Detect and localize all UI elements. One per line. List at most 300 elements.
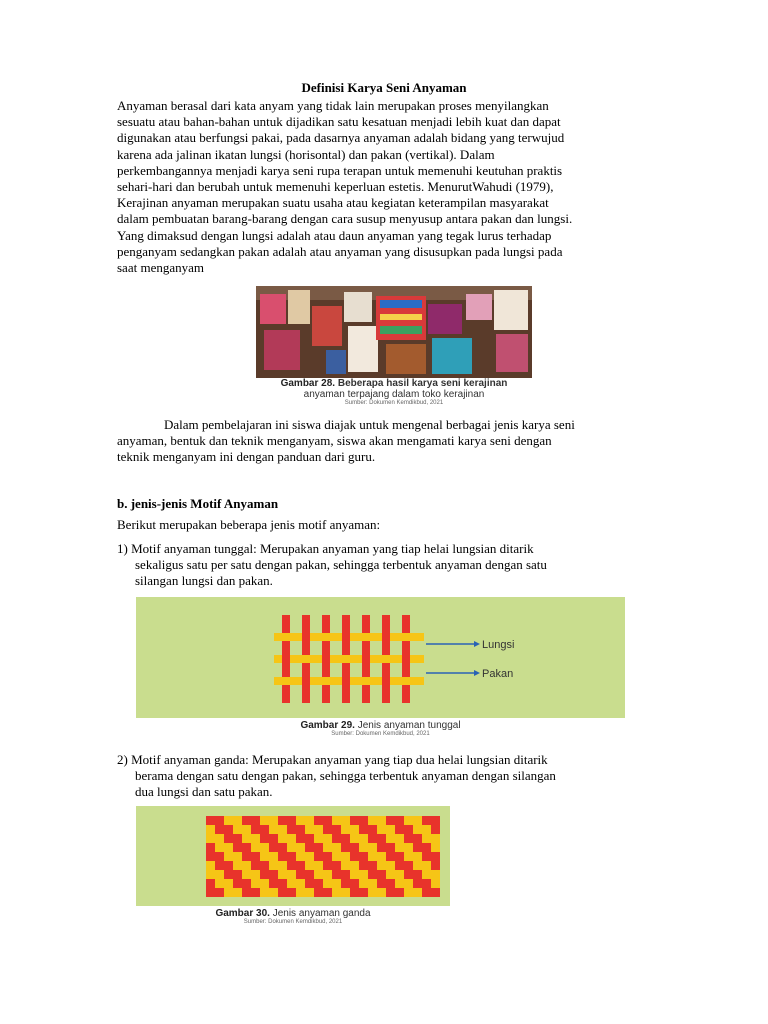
weave-cell [233, 816, 242, 825]
weave-cell [341, 852, 350, 861]
weave-cell [422, 879, 431, 888]
weave-cell [404, 816, 413, 825]
weave-cell [296, 879, 305, 888]
weave-cell [242, 861, 251, 870]
caption-text-2: anyaman terpajang dalam toko kerajinan [303, 389, 485, 400]
weave-cell [305, 825, 314, 834]
weave-cell [323, 834, 332, 843]
weave-cell [341, 816, 350, 825]
weave-cell [413, 870, 422, 879]
weave-cell [431, 852, 440, 861]
weave-cell [413, 888, 422, 897]
weave-cell [413, 861, 422, 870]
weave-cell [305, 861, 314, 870]
weave-cell [260, 861, 269, 870]
weave-cell [404, 861, 413, 870]
weave-cell [395, 879, 404, 888]
weave-cell [287, 843, 296, 852]
double-weave-illustration [136, 806, 450, 906]
weave-cell [278, 816, 287, 825]
weave-cell [296, 852, 305, 861]
caption-line [256, 378, 532, 389]
weave-cell [359, 852, 368, 861]
figure-29-diagram [136, 597, 625, 718]
weave-cell [386, 852, 395, 861]
weave-cell [206, 825, 215, 834]
weave-cell [350, 843, 359, 852]
weave-cell [368, 843, 377, 852]
lungsi-strip [322, 615, 330, 703]
weave-cell [422, 861, 431, 870]
weave-cell [269, 816, 278, 825]
weave-cell [206, 852, 215, 861]
weave-cell [386, 888, 395, 897]
weave-cell [233, 888, 242, 897]
text-line: karena ada jalinan ikatan lungsi (horisontal) dan pakan (vertikal). Dalam [117, 146, 495, 162]
weave-cell [431, 870, 440, 879]
weave-cell [287, 834, 296, 843]
weave-cell [242, 870, 251, 879]
weave-cell [422, 834, 431, 843]
weave-cell [296, 825, 305, 834]
weave-cell [278, 879, 287, 888]
caption-label: Gambar 30. [215, 908, 270, 919]
weave-cell [413, 852, 422, 861]
weave-cell [296, 816, 305, 825]
weave-crossing [322, 633, 330, 641]
weave-cell [350, 816, 359, 825]
weave-cell [395, 852, 404, 861]
weave-cell [359, 888, 368, 897]
weave-cell [359, 879, 368, 888]
weave-cell [242, 834, 251, 843]
weave-cell [377, 852, 386, 861]
weave-crossing [282, 677, 290, 685]
text-line: anyaman, bentuk dan teknik menganyam, siswa akan mengamati karya seni dengan [117, 433, 552, 449]
weave-cell [341, 879, 350, 888]
weave-cell [332, 825, 341, 834]
weave-cell [368, 870, 377, 879]
weave-cell [404, 834, 413, 843]
weave-cell [314, 834, 323, 843]
weave-cell [350, 870, 359, 879]
weave-cell [260, 879, 269, 888]
weave-cell [395, 888, 404, 897]
weave-cell [413, 825, 422, 834]
weave-cell [323, 888, 332, 897]
weave-cell [305, 870, 314, 879]
weave-cell [404, 825, 413, 834]
weave-cell [332, 843, 341, 852]
weave-cell [422, 852, 431, 861]
weave-cell [251, 843, 260, 852]
weave-cell [359, 870, 368, 879]
weave-cell [413, 834, 422, 843]
weave-cell [314, 852, 323, 861]
weave-cell [296, 843, 305, 852]
weave-cell [314, 879, 323, 888]
text-line: Berikut merupakan beberapa jenis motif anyaman: [117, 517, 381, 532]
weave-cell [368, 816, 377, 825]
weave-cell [278, 852, 287, 861]
weave-cell [314, 825, 323, 834]
weave-cell [377, 843, 386, 852]
figure-28-photo [256, 286, 532, 378]
weave-cell [422, 816, 431, 825]
weave-cell [296, 870, 305, 879]
weave-cell [377, 888, 386, 897]
weave-cell [260, 816, 269, 825]
weave-cell [251, 870, 260, 879]
weave-cell [332, 870, 341, 879]
weave-cell [278, 888, 287, 897]
weave-cell [242, 843, 251, 852]
weave-cell [260, 825, 269, 834]
weave-cell [404, 888, 413, 897]
weave-cell [350, 825, 359, 834]
weave-cell [269, 825, 278, 834]
weave-cell [233, 834, 242, 843]
weave-cell [431, 816, 440, 825]
weave-cell [377, 816, 386, 825]
weave-cell [323, 879, 332, 888]
weave-cell [350, 861, 359, 870]
weave-crossing [342, 655, 350, 663]
weave-cell [206, 861, 215, 870]
text-line: Yang dimaksud dengan lungsi adalah atau daun anyaman yang tegak lurus terhadap [117, 227, 552, 243]
weave-cell [278, 861, 287, 870]
list-item-2 [117, 752, 667, 801]
weave-cell [314, 816, 323, 825]
weave-cell [233, 843, 242, 852]
weave-cell [215, 888, 224, 897]
figure-30-caption [136, 908, 450, 925]
weave-cell [215, 825, 224, 834]
caption-text: Beberapa hasil karya seni kerajinan [335, 378, 508, 389]
weave-cell [395, 870, 404, 879]
caption-text: Jenis anyaman tunggal [354, 720, 461, 731]
weave-cell [341, 843, 350, 852]
single-weave-illustration [136, 597, 625, 718]
weave-cell [386, 825, 395, 834]
weave-crossing [362, 677, 370, 685]
text-line: penganyam sedangkan pakan adalah atau anyaman yang disusupkan pada lungsi pada [117, 243, 563, 259]
weave-cell [359, 861, 368, 870]
weave-cell [305, 888, 314, 897]
weave-cell [215, 834, 224, 843]
weave-cell [350, 834, 359, 843]
weave-cell [422, 888, 431, 897]
text-line: dalam pembuatan barang-barang dengan cara susup menyusup antara pakan dan lungsi. [117, 211, 573, 227]
text-line: digunakan atau berfungsi pakai, pada dasarnya anyaman adalah bidang yang terwujud [117, 130, 565, 146]
weave-cell [287, 852, 296, 861]
weave-cell [395, 834, 404, 843]
weave-cell [422, 825, 431, 834]
caption-label: Gambar 28. [280, 378, 336, 389]
weave-cell [422, 843, 431, 852]
weave-cell [431, 825, 440, 834]
weave-cell [431, 861, 440, 870]
weave-cell [413, 816, 422, 825]
weave-cell [224, 825, 233, 834]
weave-cell [287, 870, 296, 879]
weave-cell [413, 879, 422, 888]
weave-cell [359, 825, 368, 834]
weave-cell [278, 825, 287, 834]
weave-cell [269, 870, 278, 879]
weave-cell [269, 879, 278, 888]
weave-crossing [322, 677, 330, 685]
weave-cell [314, 861, 323, 870]
weave-cell [224, 870, 233, 879]
weave-cell [341, 861, 350, 870]
weave-cell [287, 888, 296, 897]
text-line: sekaligus satu per satu dengan pakan, sehingga terbentuk anyaman dengan satu [135, 557, 547, 573]
text-line: saat menganyam [117, 260, 204, 276]
weave-cell [296, 834, 305, 843]
weave-cell [323, 816, 332, 825]
weave-cell [215, 861, 224, 870]
text-line: 1) Motif anyaman tunggal: Merupakan anyaman yang tiap helai lungsian ditarik [117, 541, 534, 556]
weave-cell [251, 888, 260, 897]
weave-cell [206, 843, 215, 852]
weave-cell [242, 816, 251, 825]
weave-cell [404, 843, 413, 852]
text-line: sesuatu atau bahan-bahan untuk dijadikan satu kesatuan menjadi lebih kuat dan dapat [117, 114, 561, 130]
weave-cell [314, 843, 323, 852]
weave-cell [323, 861, 332, 870]
weave-cell [206, 816, 215, 825]
weave-cell [242, 852, 251, 861]
page-title: Definisi Karya Seni Anyaman [301, 80, 467, 95]
weave-cell [305, 879, 314, 888]
weave-cell [323, 852, 332, 861]
weave-cell [386, 870, 395, 879]
weave-cell [341, 888, 350, 897]
text-line: Dalam pembelajaran ini siswa diajak untuk mengenal berbagai jenis karya seni [164, 417, 575, 432]
weave-cell [305, 843, 314, 852]
figure-29-caption [136, 720, 625, 737]
weave-cell [404, 879, 413, 888]
weave-cell [368, 825, 377, 834]
lungsi-strip [282, 615, 290, 703]
weave-cell [332, 879, 341, 888]
lungsi-label: Lungsi [482, 639, 515, 651]
weave-cell [386, 816, 395, 825]
weave-cell [215, 879, 224, 888]
figure-28-caption [256, 378, 532, 406]
weave-cell [341, 825, 350, 834]
weave-cell [377, 861, 386, 870]
pakan-label: Pakan [482, 668, 514, 680]
text-line: berama dengan satu dengan pakan, sehingga terbentuk anyaman dengan silangan [135, 768, 556, 784]
text-line: perkembangannya menjadi karya seni rupa terapan untuk memenuhi keutuhan praktis [117, 162, 563, 178]
weave-cell [269, 861, 278, 870]
craft-shop-photo [256, 286, 532, 378]
weave-cell [359, 816, 368, 825]
weave-cell [377, 870, 386, 879]
weave-cell [341, 834, 350, 843]
weave-cell [314, 888, 323, 897]
weave-cell [422, 870, 431, 879]
weave-cell [242, 879, 251, 888]
weave-crossing [382, 655, 390, 663]
weave-cell [233, 861, 242, 870]
weave-cell [305, 816, 314, 825]
weave-cell [269, 852, 278, 861]
weave-cell [278, 834, 287, 843]
weave-cell [260, 834, 269, 843]
weave-cell [224, 843, 233, 852]
weave-cell [215, 870, 224, 879]
weave-cell [260, 888, 269, 897]
caption-source: Sumber: Dokumen Kemdikbud, 2021 [243, 919, 343, 925]
weave-cell [395, 825, 404, 834]
weave-cell [233, 870, 242, 879]
weave-cell [251, 852, 260, 861]
weave-cell [287, 861, 296, 870]
weave-crossing [302, 655, 310, 663]
weave-cell [332, 834, 341, 843]
intro-paragraph [117, 98, 667, 276]
weave-cell [386, 879, 395, 888]
weave-cell [224, 888, 233, 897]
weave-cell [350, 879, 359, 888]
weave-cell [431, 888, 440, 897]
weave-cell [404, 852, 413, 861]
weave-cell [224, 852, 233, 861]
text-line: sehari-hari dan berubah untuk memenuhi keperluan estetis. MenurutWahudi (1979), [117, 179, 554, 195]
weave-cell [206, 834, 215, 843]
weave-cell [206, 879, 215, 888]
weave-cell [395, 816, 404, 825]
weave-cell [215, 816, 224, 825]
caption-text: Jenis anyaman ganda [269, 908, 371, 919]
caption-source: Sumber: Dokumen Kemdikbud, 2021 [344, 400, 444, 406]
weave-cell [242, 888, 251, 897]
list-item-1 [117, 541, 667, 590]
weave-cell [215, 852, 224, 861]
weave-cell [431, 843, 440, 852]
weave-cell [368, 834, 377, 843]
weave-cell [413, 843, 422, 852]
weave-cell [215, 843, 224, 852]
weave-cell [224, 834, 233, 843]
weave-cell [251, 861, 260, 870]
weave-cell [206, 870, 215, 879]
weave-cell [332, 888, 341, 897]
weave-crossing [282, 633, 290, 641]
weave-cell [278, 843, 287, 852]
caption-line [136, 908, 450, 919]
weave-cell [242, 825, 251, 834]
weave-cell [377, 825, 386, 834]
weave-cell [233, 879, 242, 888]
weave-cell [287, 825, 296, 834]
caption-line [136, 720, 625, 731]
weave-cell [386, 843, 395, 852]
figure-30-diagram [136, 806, 450, 906]
weave-cell [233, 825, 242, 834]
weave-cell [332, 852, 341, 861]
weave-cell [359, 834, 368, 843]
weave-cell [368, 888, 377, 897]
weave-cell [305, 852, 314, 861]
weave-cell [395, 843, 404, 852]
weave-cell [224, 861, 233, 870]
paragraph-2 [117, 417, 667, 466]
weave-cell [377, 834, 386, 843]
weave-cell [260, 843, 269, 852]
weave-cell [269, 834, 278, 843]
weave-cell [350, 888, 359, 897]
weave-cell [314, 870, 323, 879]
weave-cell [332, 861, 341, 870]
weave-cell [350, 852, 359, 861]
section-intro [117, 517, 667, 533]
weave-cell [323, 825, 332, 834]
lungsi-strip [362, 615, 370, 703]
weave-cell [296, 888, 305, 897]
weave-cell [278, 870, 287, 879]
weave-cell [404, 870, 413, 879]
weave-cell [305, 834, 314, 843]
weave-cell [377, 879, 386, 888]
weave-cell [233, 852, 242, 861]
weave-cell [251, 816, 260, 825]
weave-cell [368, 879, 377, 888]
weave-cell [251, 879, 260, 888]
weave-cell [332, 816, 341, 825]
weave-cell [260, 870, 269, 879]
weave-cell [359, 843, 368, 852]
weave-cell [296, 861, 305, 870]
weave-cell [386, 861, 395, 870]
weave-cell [395, 861, 404, 870]
weave-cell [251, 834, 260, 843]
weave-cell [206, 888, 215, 897]
weave-cell [323, 870, 332, 879]
weave-cell [269, 843, 278, 852]
weave-crossing [402, 677, 410, 685]
weave-cell [341, 870, 350, 879]
weave-crossing [402, 633, 410, 641]
weave-cell [431, 834, 440, 843]
weave-cell [251, 825, 260, 834]
weave-cell [260, 852, 269, 861]
weave-cell [368, 852, 377, 861]
caption-label: Gambar 29. [300, 720, 355, 731]
weave-crossing [362, 633, 370, 641]
weave-cell [224, 879, 233, 888]
section-heading: b. jenis-jenis Motif Anyaman [117, 496, 279, 511]
weave-cell [269, 888, 278, 897]
weave-cell [224, 816, 233, 825]
caption-source: Sumber: Dokumen Kemdikbud, 2021 [331, 731, 430, 737]
text-line: Kerajinan anyaman merupakan suatu usaha atau kegiatan keterampilan masyarakat [117, 195, 549, 211]
weave-cell [386, 834, 395, 843]
text-line: teknik menganyam ini dengan panduan dari guru. [117, 449, 376, 465]
weave-cell [287, 816, 296, 825]
text-line: silangan lungsi dan pakan. [135, 573, 273, 589]
text-line: Anyaman berasal dari kata anyam yang tidak lain merupakan proses menyilangkan [117, 98, 549, 113]
text-line: 2) Motif anyaman ganda: Merupakan anyaman yang tiap dua helai lungsian ditarik [117, 752, 548, 767]
weave-cell [431, 879, 440, 888]
lungsi-strip [402, 615, 410, 703]
weave-cell [323, 843, 332, 852]
weave-cell [287, 879, 296, 888]
weave-cell [368, 861, 377, 870]
